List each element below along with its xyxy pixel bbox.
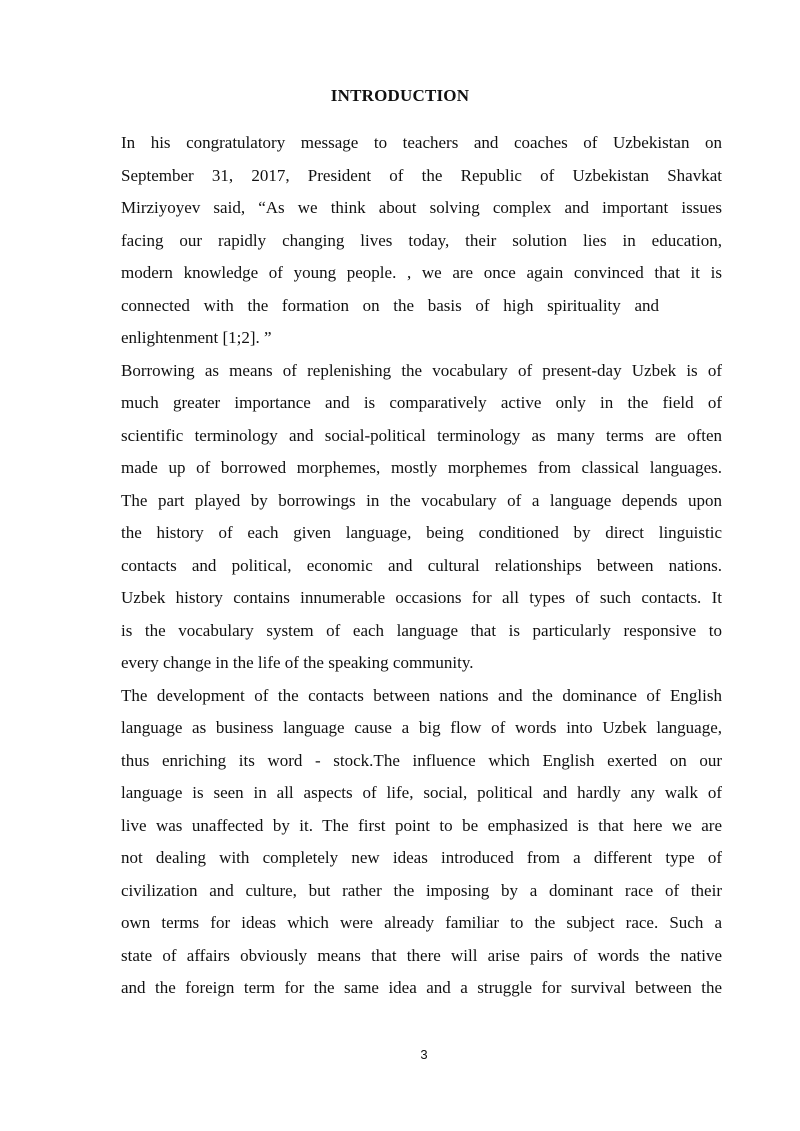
text-line: state of affairs obviously means that there will arise pairs of words the native xyxy=(121,945,722,965)
text-line: live was unaffected by it. The first point to be emphasized is that here we are xyxy=(121,815,722,835)
text-line: every change in the life of the speaking community. xyxy=(121,653,474,672)
text-line: is the vocabulary system of each language that is particularly responsive to xyxy=(121,620,722,640)
page-title: INTRODUCTION xyxy=(330,86,470,105)
text-line: September 31, 2017, President of the Republic of Uzbekistan Shavkat xyxy=(121,165,722,185)
text-line: facing our rapidly changing lives today, their solution lies in education, xyxy=(121,230,722,250)
text-line: Borrowing as means of replenishing the vocabulary of present-day Uzbek is of xyxy=(121,360,722,380)
text-line: own terms for ideas which were already familiar to the subject race. Such a xyxy=(121,913,722,932)
text-line: much greater importance and is comparatively active only in the field of xyxy=(121,393,722,412)
text-line: The development of the contacts between nations and the dominance of English xyxy=(121,685,722,705)
text-line: The part played by borrowings in the vocabulary of a language depends upon xyxy=(121,490,722,510)
text-line: Uzbek history contains innumerable occasions for all types of such contacts. It xyxy=(121,588,722,607)
text-line: contacts and political, economic and cultural relationships between nations. xyxy=(121,555,722,575)
text-line: connected with the formation on the basis of high spirituality and xyxy=(121,295,659,315)
text-line: enlightenment [1;2]. ” xyxy=(121,328,272,347)
text-line: made up of borrowed morphemes, mostly morphemes from classical languages. xyxy=(121,458,722,477)
text-line: civilization and culture, but rather the imposing by a dominant race of their xyxy=(121,880,722,900)
text-line: language is seen in all aspects of life, social, political and hardly any walk of xyxy=(121,783,722,802)
text-line: In his congratulatory message to teachers and coaches of Uzbekistan on xyxy=(121,133,722,152)
paragraph xyxy=(121,127,722,355)
body-text xyxy=(121,127,722,1005)
text-line: and the foreign term for the same idea and a struggle for survival between the xyxy=(121,978,722,997)
text-line: not dealing with completely new ideas introduced from a different type of xyxy=(121,848,722,867)
text-line: Mirziyoyev said, “As we think about solving complex and important issues xyxy=(121,198,722,217)
text-line: scientific terminology and social-political terminology as many terms are often xyxy=(121,425,722,445)
paragraph xyxy=(121,680,722,1005)
page-number: 3 xyxy=(420,1047,428,1062)
text-line: modern knowledge of young people. , we are once again convinced that it is xyxy=(121,263,722,282)
text-line: language as business language cause a big flow of words into Uzbek language, xyxy=(121,718,722,737)
text-line: the history of each given language, being conditioned by direct linguistic xyxy=(121,523,722,542)
text-line: thus enriching its word - stock.The influence which English exerted on our xyxy=(121,750,722,770)
paragraph xyxy=(121,355,722,680)
